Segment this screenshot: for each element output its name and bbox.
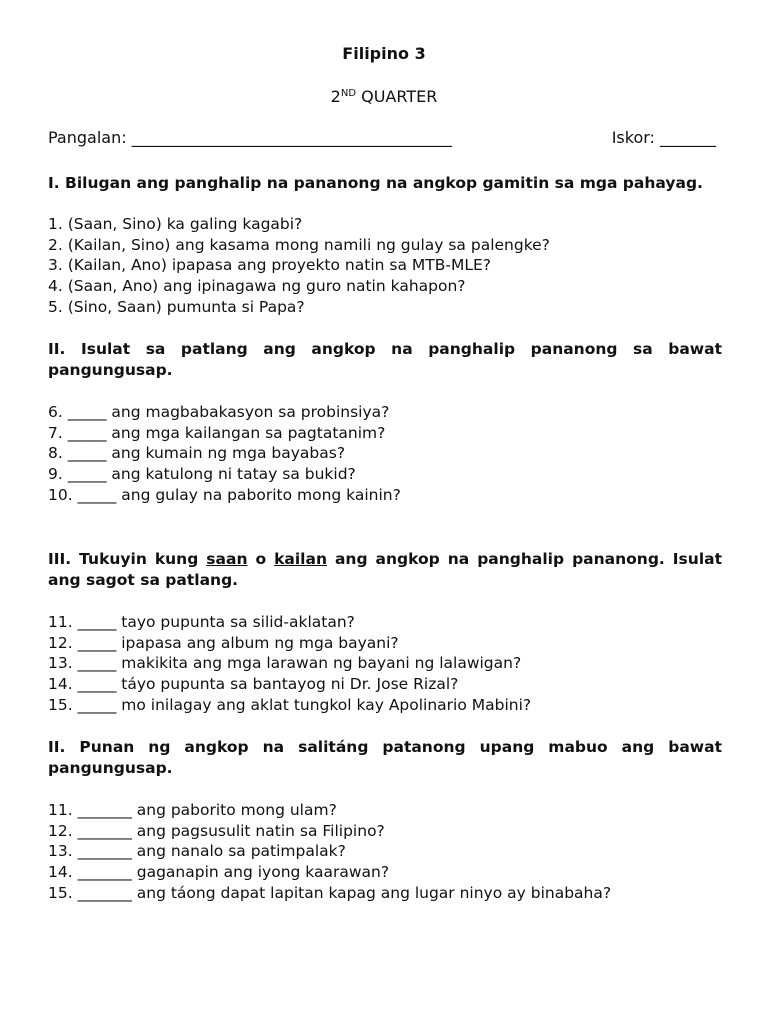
list-item: 13. _______ ang nanalo sa patimpalak? xyxy=(48,842,346,861)
heading-text: III. Tukuyin kung xyxy=(48,550,207,568)
score-field[interactable] xyxy=(612,128,716,147)
worksheet-title: Filipino 3 xyxy=(342,44,426,63)
section-2-items xyxy=(48,402,722,506)
name-field[interactable] xyxy=(48,128,452,147)
section-3-heading xyxy=(48,549,722,591)
name-score-row xyxy=(48,128,716,147)
underlined-word-kailan: kailan xyxy=(274,550,327,568)
section-3-items xyxy=(48,612,722,716)
section-4 xyxy=(48,737,722,904)
quarter-label xyxy=(0,87,768,106)
list-item: 7. _____ ang mga kailangan sa pagtatanim? xyxy=(48,423,386,442)
list-item: 2. (Kailan, Sino) ang kasama mong namili ng gulay sa palengke? xyxy=(48,235,550,254)
section-4-items xyxy=(48,800,722,904)
heading-text: o xyxy=(247,550,275,568)
list-item: 5. (Sino, Saan) pumunta si Papa? xyxy=(48,297,305,316)
section-2 xyxy=(48,339,722,506)
heading-text: ang angkop na panghalip pananong. Isulat ang sagot sa patlang. xyxy=(48,550,722,589)
list-item: 6. _____ ang magbabakasyon sa probinsiya? xyxy=(48,403,390,421)
section-3 xyxy=(48,549,722,716)
list-item: 14. _______ gaganapin ang iyong kaarawan? xyxy=(48,863,390,882)
section-1 xyxy=(48,173,722,318)
list-item: 14. _____ táyo pupunta sa bantayog ni Dr. Jose Rizal? xyxy=(48,675,459,694)
name-blank: ________________________________________ xyxy=(131,128,452,147)
section-1-items xyxy=(48,214,722,318)
list-item: 12. _______ ang pagsusulit natin sa Filipino? xyxy=(48,821,385,840)
score-blank: _______ xyxy=(660,128,716,147)
section-4-heading: II. Punan ng angkop na salitáng patanong upang mabuo ang bawat pangungusap. xyxy=(48,738,722,777)
list-item: 13. _____ makikita ang mga larawan ng bayani ng lalawigan? xyxy=(48,654,522,673)
list-item: 3. (Kailan, Ano) ipapasa ang proyekto natin sa MTB-MLE? xyxy=(48,256,491,275)
section-2-heading: II. Isulat sa patlang ang angkop na panghalip pananong sa bawat pangungusap. xyxy=(48,340,722,379)
list-item: 12. _____ ipapasa ang album ng mga bayani? xyxy=(48,633,399,652)
list-item: 1. (Saan, Sino) ka galing kagabi? xyxy=(48,215,303,233)
section-1-heading: I. Bilugan ang panghalip na pananong na angkop gamitin sa mga pahayag. xyxy=(48,174,703,192)
underlined-word-saan: saan xyxy=(206,550,248,568)
list-item: 11. _____ tayo pupunta sa silid-aklatan? xyxy=(48,613,355,631)
list-item: 11. _______ ang paborito mong ulam? xyxy=(48,801,337,819)
list-item: 4. (Saan, Ano) ang ipinagawa ng guro natin kahapon? xyxy=(48,277,466,296)
list-item: 9. _____ ang katulong ni tatay sa bukid? xyxy=(48,465,356,484)
quarter-number: 2 xyxy=(330,87,341,106)
name-label: Pangalan: xyxy=(48,128,132,147)
list-item: 10. _____ ang gulay na paborito mong kainin? xyxy=(48,485,401,504)
list-item: 15. _____ mo inilagay ang aklat tungkol kay Apolinario Mabini? xyxy=(48,695,532,714)
score-label: Iskor: xyxy=(611,128,660,147)
list-item: 15. _______ ang táong dapat lapitan kapag ang lugar ninyo ay binabaha? xyxy=(48,883,612,902)
quarter-word: QUARTER xyxy=(356,87,438,106)
list-item: 8. _____ ang kumain ng mga bayabas? xyxy=(48,444,346,463)
quarter-suffix: ND xyxy=(340,88,357,99)
